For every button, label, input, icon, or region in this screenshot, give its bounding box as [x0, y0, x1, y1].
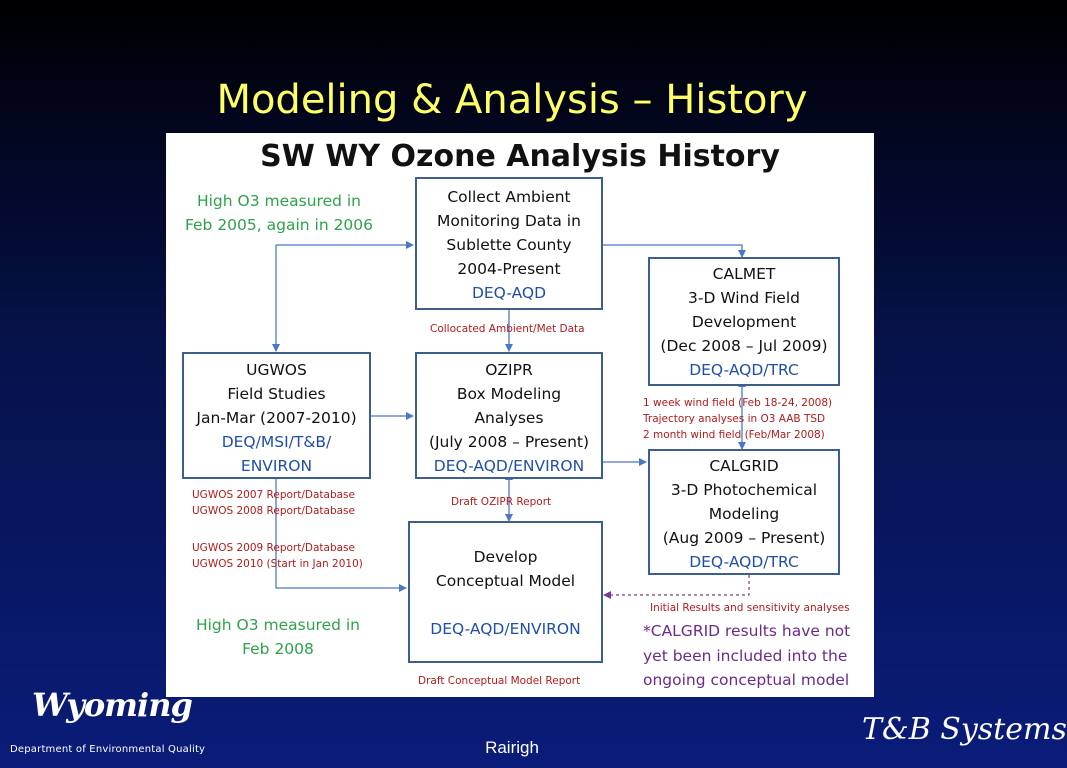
note-line: Trajectory analyses in O3 AAB TSD	[643, 413, 826, 425]
note-line: 1 week wind field (Feb 18-24, 2008)	[643, 397, 833, 409]
arrow-collect-to-calmet	[603, 245, 742, 257]
note-draft-ozipr: Draft OZIPR Report	[451, 496, 552, 508]
box-line: Box Modeling	[456, 385, 562, 403]
box-line: Jan-Mar (2007-2010)	[196, 409, 357, 427]
box-line: Sublette County	[446, 236, 572, 254]
box-calmet	[648, 257, 840, 386]
box-line: 3-D Photochemical	[670, 481, 818, 499]
box-line: (July 2008 – Present)	[428, 433, 590, 451]
note-line: UGWOS 2009 Report/Database	[192, 542, 355, 554]
note-high-o3-2008	[182, 613, 374, 661]
note-line: ongoing conceptual model	[643, 671, 850, 689]
box-org: DEQ-AQD/ENVIRON	[433, 457, 585, 475]
box-line: 3-D Wind Field	[688, 289, 800, 307]
note-draft-conceptual: Draft Conceptual Model Report	[418, 675, 581, 687]
box-line: UGWOS	[246, 361, 307, 379]
box-spacer	[410, 593, 601, 617]
wyoming-logo: Wyoming	[32, 686, 192, 724]
box-line: CALGRID	[709, 457, 779, 475]
box-line: Field Studies	[227, 385, 326, 403]
box-org: DEQ-AQD/TRC	[689, 553, 799, 571]
arrow-calgrid-to-develop	[604, 575, 749, 595]
box-org: DEQ-AQD/TRC	[689, 361, 799, 379]
note-line: UGWOS 2010 (Start in Jan 2010)	[192, 558, 363, 570]
note-high-o3-2005	[174, 189, 384, 237]
note-line: Feb 2005, again in 2006	[184, 216, 374, 234]
note-line: 2 month wind field (Feb/Mar 2008)	[643, 429, 825, 441]
note-collocated: Collocated Ambient/Met Data	[430, 323, 585, 335]
diagram-title: SW WY Ozone Analysis History	[260, 139, 780, 174]
box-org: DEQ/MSI/T&B/	[221, 433, 332, 451]
box-line: Analyses	[474, 409, 544, 427]
box-line: Development	[691, 313, 797, 331]
box-develop-conceptual	[408, 521, 603, 663]
box-line: Conceptual Model	[435, 572, 576, 590]
note-calmet-analyses	[643, 395, 832, 443]
slide-title: Modeling & Analysis – History	[216, 77, 808, 123]
note-line: yet been included into the	[643, 646, 848, 665]
box-line: OZIPR	[485, 361, 533, 379]
box-ugwos	[182, 352, 371, 479]
wyoming-deq-label: Department of Environmental Quality	[10, 744, 206, 755]
box-line: Monitoring Data in	[437, 212, 581, 230]
note-line: Feb 2008	[242, 640, 314, 658]
tb-systems-logo: T&B Systems	[862, 712, 1067, 747]
note-line: UGWOS 2008 Report/Database	[192, 505, 355, 517]
box-org: DEQ-AQD/ENVIRON	[430, 620, 581, 638]
box-line: 2004-Present	[457, 260, 561, 278]
note-calgrid-disclaimer	[643, 619, 850, 693]
box-org: ENVIRON	[240, 457, 313, 475]
note-line: UGWOS 2007 Report/Database	[192, 489, 355, 501]
note-line: High O3 measured in	[196, 192, 362, 210]
note-line: High O3 measured in	[195, 616, 361, 634]
note-ugwos-reports-2007-2008	[192, 487, 355, 519]
box-calgrid	[648, 449, 840, 575]
box-line: Develop	[473, 548, 538, 566]
box-line: Collect Ambient	[447, 188, 571, 206]
note-ugwos-reports-2009-2010	[192, 540, 363, 572]
box-collect-ambient	[415, 177, 603, 310]
box-line: (Aug 2009 – Present)	[662, 529, 826, 547]
box-ozipr	[415, 352, 603, 479]
footer-author: Rairigh	[485, 738, 539, 757]
diagram-panel	[166, 133, 874, 697]
box-line: CALMET	[712, 265, 776, 283]
box-line: Modeling	[708, 505, 780, 523]
note-initial-results: Initial Results and sensitivity analyses	[650, 602, 850, 614]
note-line: *CALGRID results have not	[643, 622, 851, 640]
box-line: (Dec 2008 – Jul 2009)	[660, 337, 828, 355]
box-org: DEQ-AQD	[471, 284, 547, 302]
